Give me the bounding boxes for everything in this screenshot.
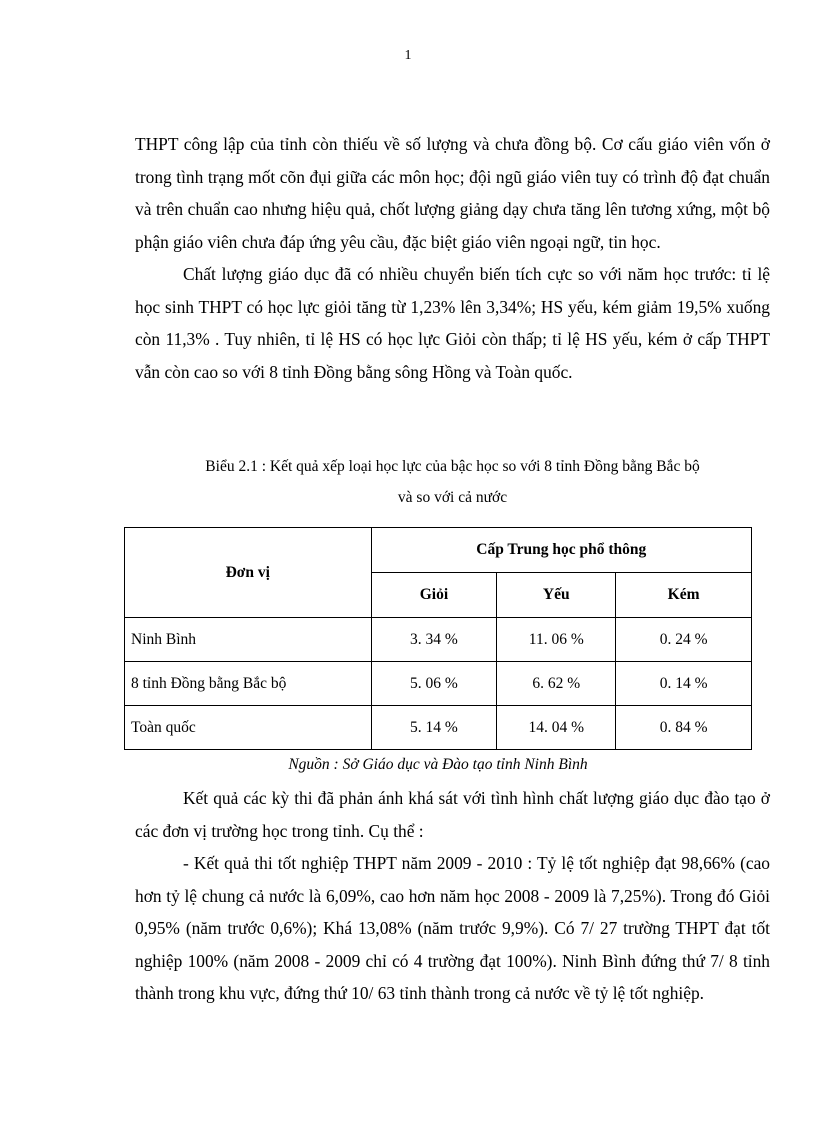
table-header-row: [125, 528, 752, 573]
unit-header: Đơn vị: [125, 528, 372, 618]
cell-gioi: 3. 34 %: [371, 618, 497, 662]
cell-gioi: 5. 14 %: [371, 706, 497, 750]
cell-kem: 0. 84 %: [616, 706, 752, 750]
row-unit: Ninh Bình: [125, 618, 372, 662]
cell-kem: 0. 14 %: [616, 662, 752, 706]
row-unit: 8 tỉnh Đồng bằng Bắc bộ: [125, 662, 372, 706]
cell-kem: 0. 24 %: [616, 618, 752, 662]
paragraph: Kết quả các kỳ thi đã phản ánh khá sát với tình hình chất lượng giáo dục đào tạo ở các đơn vị trường học trong tỉnh. Cụ thể :: [135, 788, 770, 841]
table-caption: [135, 451, 770, 513]
table-caption-line-1: Biểu 2.1 : Kết quả xếp loại học lực của bậc học so với 8 tỉnh Đồng bằng Bắc bộ: [205, 458, 700, 475]
table-source: Nguồn : Sở Giáo dục và Đào tạo tỉnh Ninh Bình: [288, 756, 588, 773]
cell-yeu: 6. 62 %: [497, 662, 616, 706]
row-unit: Toàn quốc: [125, 706, 372, 750]
paragraph: Chất lượng giáo dục đã có nhiều chuyển biến tích cực so với năm học trước: tỉ lệ học sinh THPT có học lực giỏi tăng từ 1,23% lên 3,34%; HS yếu, kém giảm 19,5% xuống còn 11,3% . Tuy nhiên, tỉ lệ HS có học lực Giỏi còn thấp; tỉ lệ HS yếu, kém ở cấp THPT vẫn còn cao so với 8 tỉnh Đồng bằng sông Hồng và Toàn quốc.: [135, 264, 770, 382]
body-text-bottom: [135, 782, 770, 1010]
column-header-gioi: Giỏi: [371, 573, 497, 618]
column-header-yeu: Yếu: [497, 573, 616, 618]
paragraph: THPT công lập của tỉnh còn thiếu về số lượng và chưa đồng bộ. Cơ cấu giáo viên vốn ở trong tình trạng mốt cõn đụi giữa các môn học; đội ngũ giáo viên tuy có trình độ đạt chuẩn và trên chuẩn cao nhưng hiệu quả, chốt lượng giảng dạy chưa tăng lên tương xứng, một bộ phận giáo viên chưa đáp ứng yêu cầu, đặc biệt giáo viên ngoại ngữ, tin học.: [135, 134, 770, 252]
results-table: [124, 527, 752, 750]
cell-yeu: 11. 06 %: [497, 618, 616, 662]
body-text-top: [135, 128, 770, 388]
table-caption-line-2: và so với cả nước: [397, 489, 508, 506]
table-row: [125, 662, 752, 706]
group-header: Cấp Trung học phổ thông: [371, 528, 751, 573]
table-row: [125, 706, 752, 750]
page-number: 1: [404, 48, 412, 63]
table-row: [125, 618, 752, 662]
column-header-kem: Kém: [616, 573, 752, 618]
cell-yeu: 14. 04 %: [497, 706, 616, 750]
paragraph: - Kết quả thi tốt nghiệp THPT năm 2009 - 2010 : Tỷ lệ tốt nghiệp đạt 98,66% (cao hơn tỷ lệ chung cả nước là 6,09%, cao hơn năm học 2008 - 2009 là 7,25%). Trong đó Giỏi 0,95% (năm trước 0,6%); Khá 13,08% (năm trước 9,9%). Có 7/ 27 trường THPT đạt tốt nghiệp 100% (năm 2008 - 2009 chỉ có 4 trường đạt 100%). Ninh Bình đứng thứ 7/ 8 tỉnh thành trong khu vực, đứng thứ 10/ 63 tỉnh thành trong cả nước về tỷ lệ tốt nghiệp.: [135, 853, 770, 1003]
cell-gioi: 5. 06 %: [371, 662, 497, 706]
